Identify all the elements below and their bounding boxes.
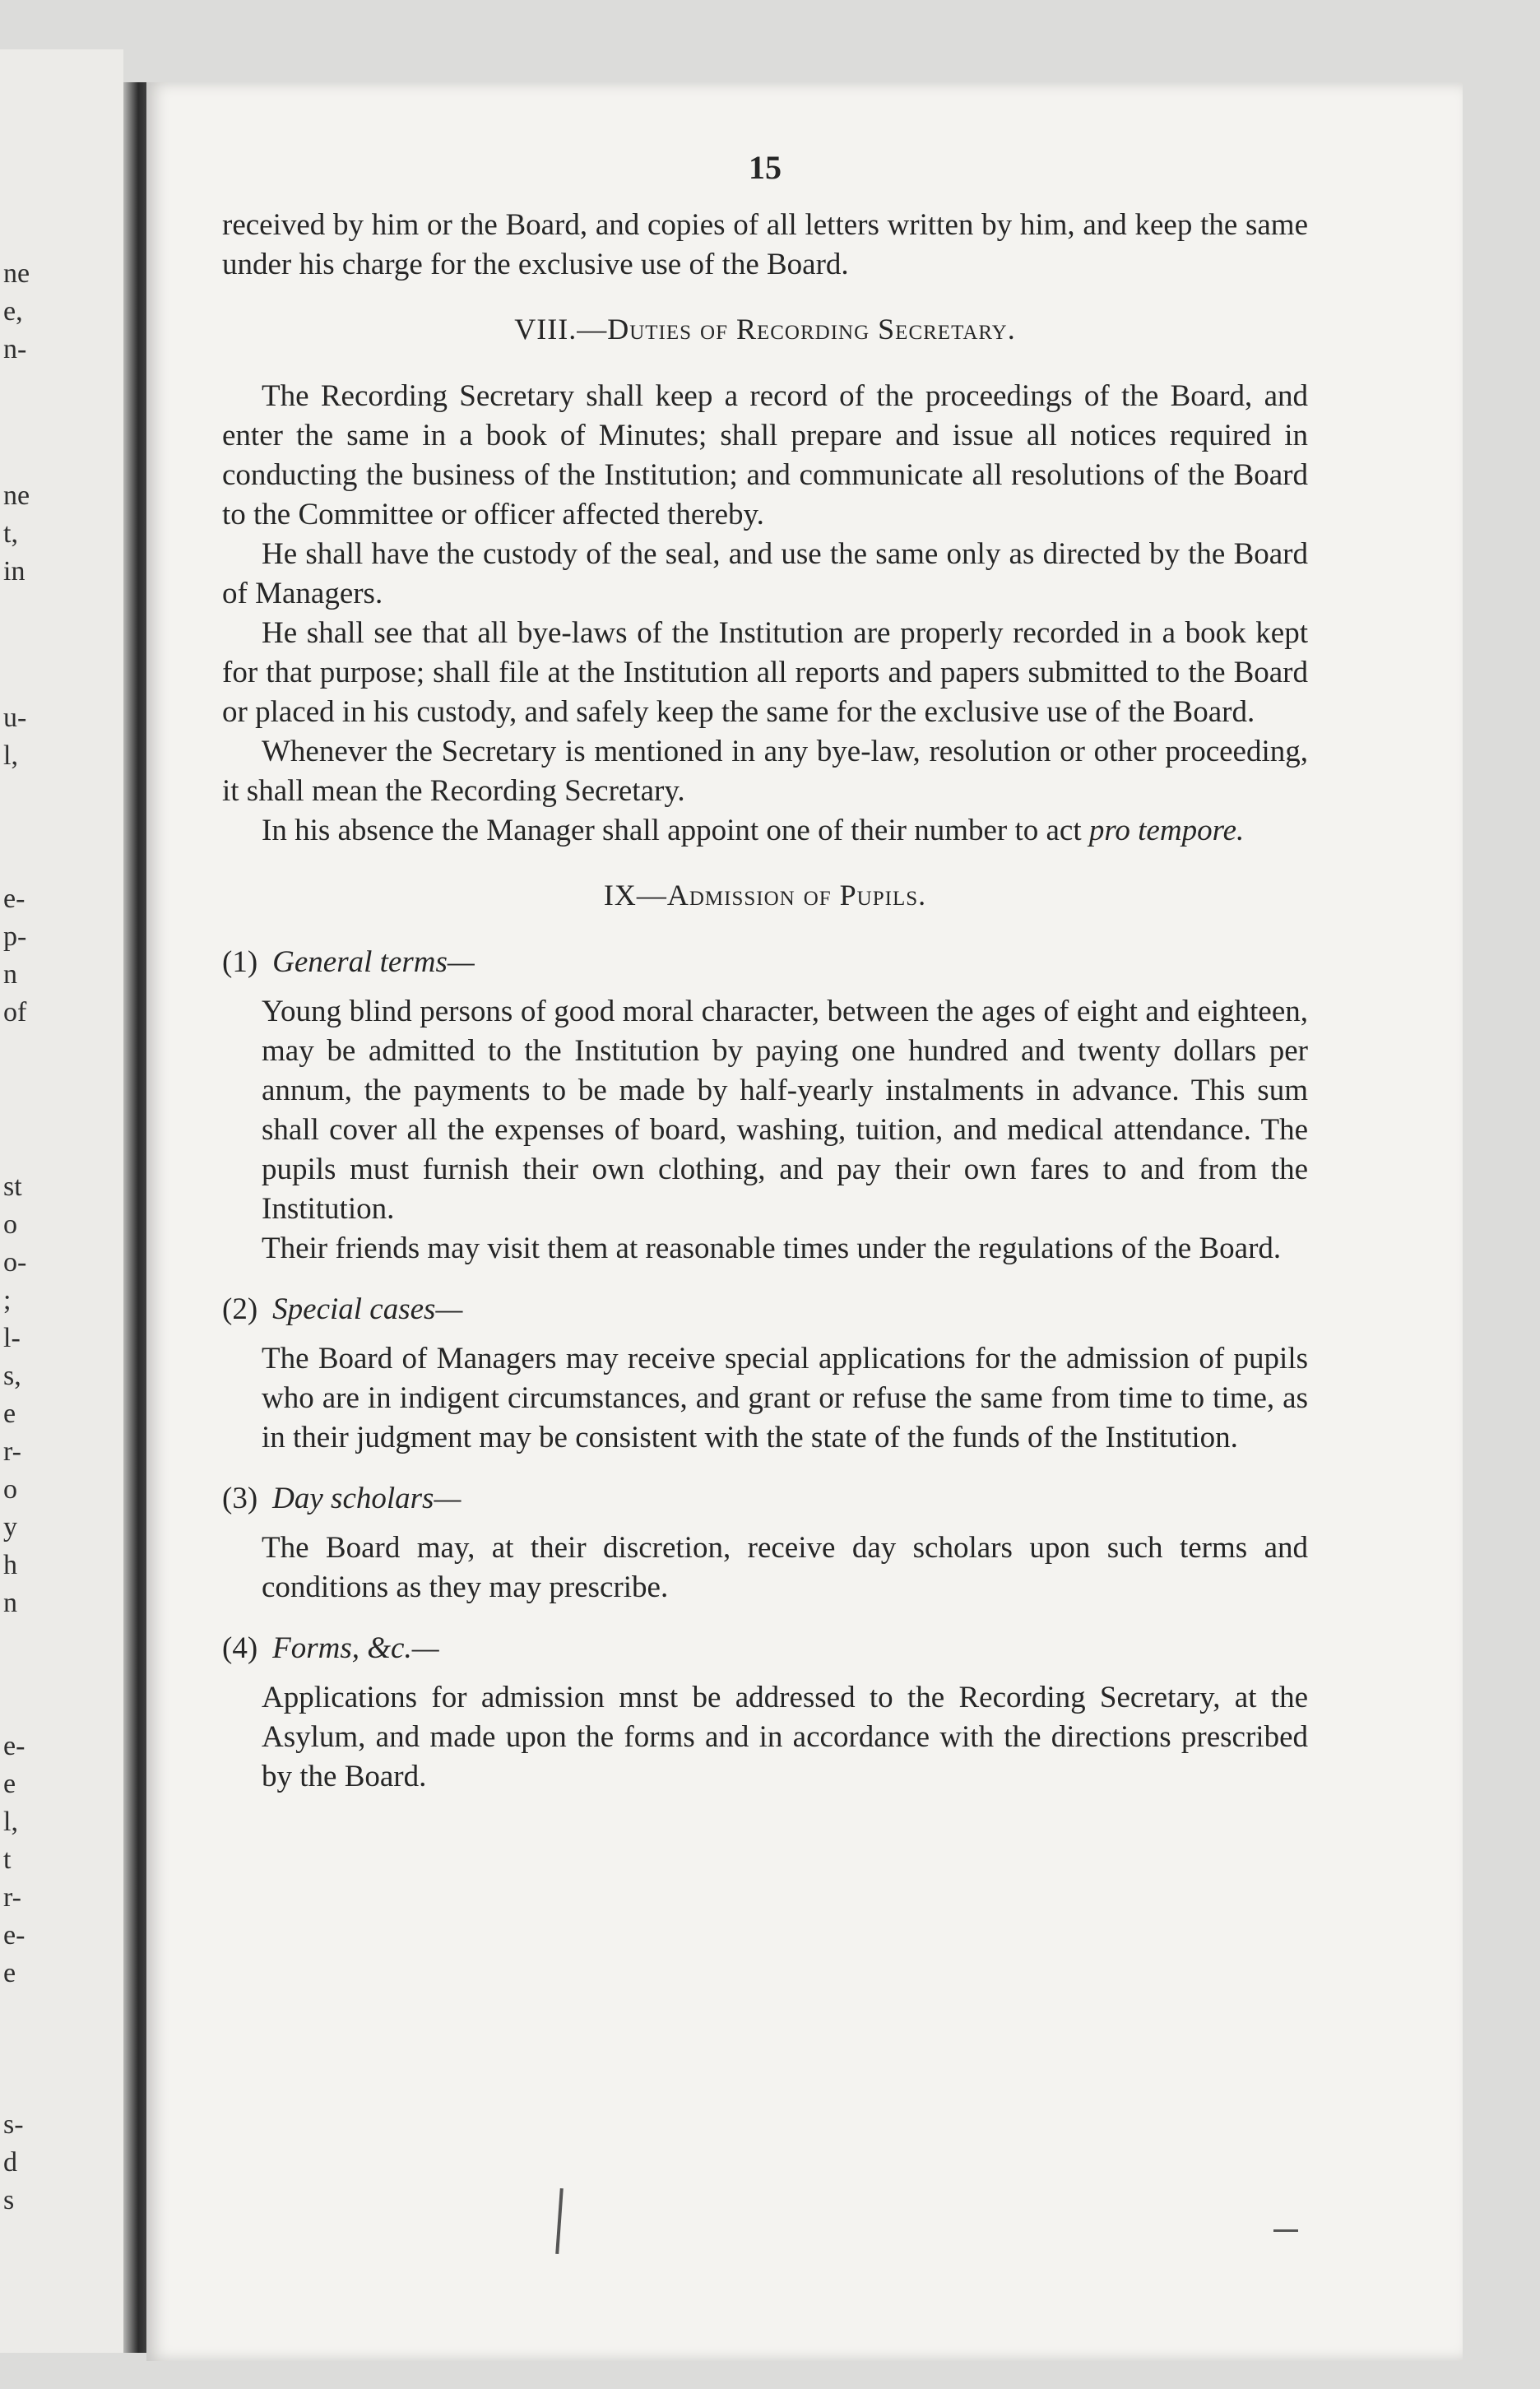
left-page-fragment: l- (3, 1323, 21, 1353)
section-viii-last-lead: In his absence the Manager shall appoint one of their number to act (262, 814, 1089, 847)
scan-scratch-mark (555, 2188, 564, 2254)
left-page-fragment: l, (3, 1807, 18, 1837)
scan-scratch-mark (1273, 2229, 1298, 2232)
section-viii-paragraph: He shall see that all bye-laws of the Institution are properly recorded in a book kept for that purpose; shall file at the Institution all reports and papers submitted to the Board or placed in his custody, and safely keep the same for the exclusive use of the Board. (222, 616, 1308, 729)
subsection-paragraph: Young blind persons of good moral character, between the ages of eight and eighteen, may be admitted to the Institution by paying one hundred and twenty dollars per annum, the payments to be made by half-yearly instalments in advance. This sum shall cover all the expenses of board, washing, tuition, and medical attendance. The pupils must furnish their own clothing, and pay their own fares to and from the Institution. (262, 995, 1308, 1226)
subsection-paragraph: Applications for admission mnst be addressed to the Recording Secretary, at the Asylum, and made upon the forms and in accordance with the directions prescribed by the Board. (262, 1681, 1308, 1793)
left-page-fragment: o (3, 1209, 17, 1240)
left-page-fragment: ; (3, 1285, 12, 1315)
left-page-fragment: in (3, 556, 26, 587)
left-page-fragment: e (3, 1399, 16, 1429)
subsection-number: (3) (222, 1482, 258, 1515)
left-page-fragment: e- (3, 884, 26, 914)
left-page-fragment: h (3, 1550, 17, 1580)
subsection-number: (1) (222, 945, 258, 979)
section-viii-heading: VIII.—Duties of Recording Secretary. (514, 313, 1016, 346)
subsection-heading (222, 1629, 1308, 1668)
page-body (222, 148, 1308, 1797)
left-page-fragment: e (3, 1769, 16, 1799)
left-page-fragment: e- (3, 1731, 26, 1761)
page-number: 15 (749, 149, 782, 186)
left-page-fragment: o- (3, 1247, 27, 1278)
subsection-title: Special cases— (272, 1292, 463, 1326)
subsection-heading (222, 1479, 1308, 1519)
left-page-fragment: s, (3, 1361, 21, 1391)
subsection-title: Forms, &c.— (272, 1631, 439, 1665)
subsection-title: General terms— (272, 945, 475, 979)
subsection-title: Day scholars— (272, 1482, 462, 1515)
left-page-fragment: e, (3, 296, 23, 327)
left-page-fragment: e- (3, 1920, 26, 1951)
left-page-fragment: d (3, 2147, 17, 2178)
left-page-fragment: p- (3, 921, 27, 952)
section-viii-paragraph: Whenever the Secretary is mentioned in any bye-law, resolution or other proceeding, it shall mean the Recording Secretary. (222, 735, 1308, 808)
subsection-paragraph: The Board may, at their discretion, receive day scholars upon such terms and conditions as they may prescribe. (262, 1531, 1308, 1604)
left-page-fragment: t, (3, 518, 18, 549)
section-viii-paragraph-last (222, 811, 1308, 851)
left-page-fragment: of (3, 997, 27, 1028)
continuation-paragraph: received by him or the Board, and copies of all letters written by him, and keep the same under his charge for the exclusive use of the Board. (222, 208, 1308, 281)
left-page-fragment: st (3, 1171, 22, 1202)
left-page-fragment: e (3, 1958, 16, 1988)
left-page-fragment: ne (3, 480, 30, 511)
left-page-fragment: n- (3, 334, 27, 364)
left-page-fragment: l, (3, 740, 18, 771)
subsection-paragraph: Their friends may visit them at reasonable times under the regulations of the Board. (262, 1232, 1282, 1265)
left-page-fragment: s- (3, 2109, 24, 2140)
subsection-number: (2) (222, 1292, 258, 1326)
left-page-fragment: ne (3, 258, 30, 289)
left-page-fragment: r- (3, 1882, 21, 1913)
subsection-heading (222, 943, 1308, 982)
section-viii-paragraph: The Recording Secretary shall keep a record of the proceedings of the Board, and enter the same in a book of Minutes; shall prepare and issue all notices required in conducting the business of the Institution; and communicate all resolutions of the Board to the Committee or officer affected thereby. (222, 379, 1308, 531)
left-page-edge (0, 49, 123, 2353)
left-page-fragment: t (3, 1844, 12, 1875)
section-viii-paragraph: He shall have the custody of the seal, and use the same only as directed by the Board of Managers. (222, 537, 1308, 610)
left-page-fragment: r- (3, 1436, 21, 1467)
left-page-fragment: y (3, 1512, 17, 1542)
page (146, 82, 1463, 2361)
pro-tempore-italic: pro tempore. (1088, 814, 1245, 847)
subsection-number: (4) (222, 1631, 258, 1665)
left-page-fragment: u- (3, 703, 27, 733)
subsection-heading (222, 1290, 1308, 1329)
left-page-fragment: n (3, 1588, 17, 1618)
left-page-fragment: n (3, 959, 17, 990)
section-ix-heading: IX—Admission of Pupils. (603, 879, 927, 912)
left-page-fragment: s (3, 2185, 15, 2215)
left-page-fragment: o (3, 1474, 17, 1505)
subsection-paragraph: The Board of Managers may receive special applications for the admission of pupils who are in indigent circumstances, and grant or refuse the same from time to time, as in their judgment may be consistent with the state of the funds of the Institution. (262, 1342, 1308, 1454)
book-gutter (123, 82, 148, 2353)
